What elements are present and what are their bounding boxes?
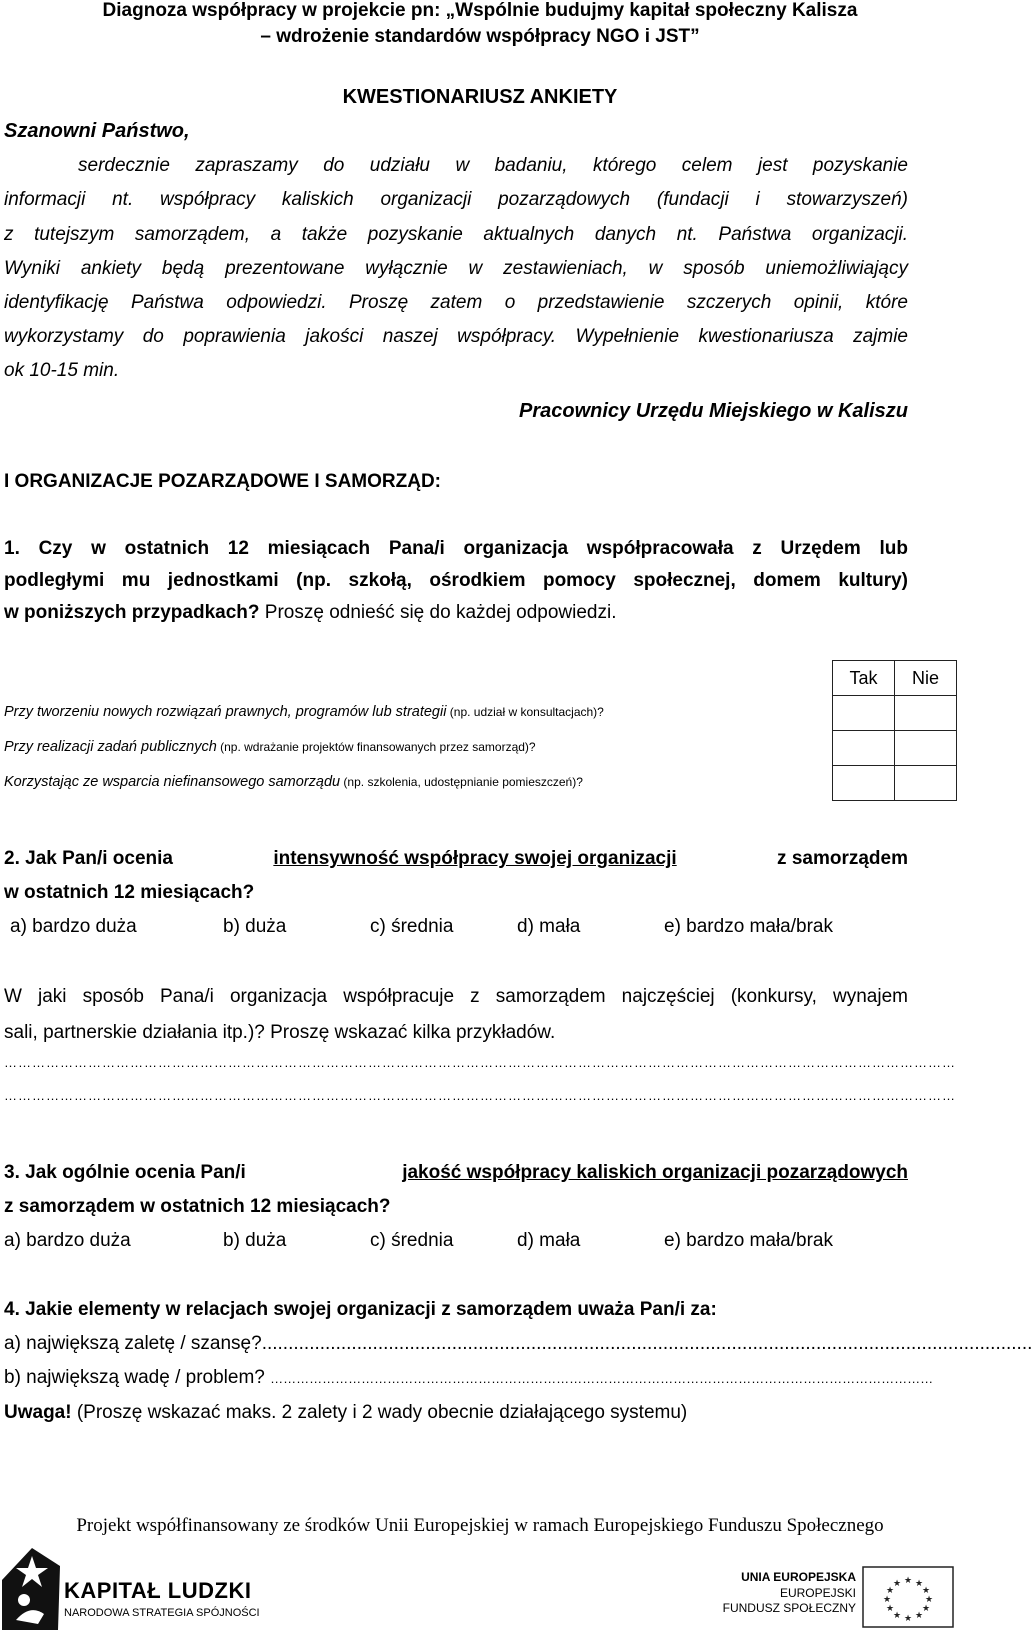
- q2-option-c[interactable]: c) średnia: [370, 916, 454, 937]
- q1-row-3-yes-cell[interactable]: [833, 766, 895, 801]
- q4-a-label: a) największą zaletę / szansę?: [4, 1333, 262, 1354]
- q2-suffix: z samorządem: [777, 848, 908, 869]
- q3-line-1: [4, 1162, 908, 1184]
- eu-line-1: UNIA EUROPEJSKA: [741, 1570, 856, 1584]
- q1-row-2-label: [4, 739, 536, 755]
- intro-line-1: serdecznie zapraszamy do udziału w badaniu, którego celem jest pozyskanie: [78, 155, 908, 176]
- svg-text:★: ★: [921, 1604, 931, 1614]
- q3-option-b[interactable]: b) duża: [223, 1230, 287, 1251]
- q2-underlined: intensywność współpracy swojej organizacji: [273, 848, 677, 869]
- intro-line-6: wykorzystamy do poprawienia jakości naszej współpracy. Wypełnienie kwestionariusza zajmie: [4, 326, 908, 347]
- kapital-ludzki-logo-icon: [2, 1548, 62, 1630]
- q3-options: [0, 1230, 960, 1256]
- intro-line-4: Wyniki ankiety będą prezentowane wyłącznie w zestawieniach, w sposób uniemożliwiający: [4, 258, 908, 279]
- q3-line-2: z samorządem w ostatnich 12 miesiącach?: [4, 1196, 391, 1217]
- svg-text:★: ★: [892, 1579, 902, 1589]
- q2-line-1: [4, 848, 908, 870]
- q1-row-2-no-cell[interactable]: [895, 731, 957, 766]
- q2-answer-line-1[interactable]: ……………………………………………………………………………………………………………………………………………………………………………………: [4, 1055, 956, 1070]
- q1-row-2-yes-cell[interactable]: [833, 731, 895, 766]
- q1-answer-table: [832, 660, 957, 801]
- q3-option-e[interactable]: e) bardzo mała/brak: [664, 1230, 833, 1251]
- q1-row-1-note: (np. udział w konsultacjach)?: [446, 705, 604, 719]
- kl-title: KAPITAŁ LUDZKI: [64, 1578, 252, 1603]
- q1-row-1-yes-cell[interactable]: [833, 696, 895, 731]
- q4-note: [4, 1402, 687, 1424]
- q2-option-e[interactable]: e) bardzo mała/brak: [664, 916, 833, 937]
- form-title: KWESTIONARIUSZ ANKIETY: [342, 86, 618, 108]
- svg-text:★: ★: [903, 1614, 913, 1624]
- q1-row-1-label: [4, 704, 604, 720]
- intro-line-7: ok 10-15 min.: [4, 360, 120, 381]
- header-line-2: – wdrożenie standardów współpracy NGO i JST”: [260, 26, 700, 47]
- q2-option-b[interactable]: b) duża: [223, 916, 287, 937]
- svg-text:★: ★: [903, 1576, 913, 1586]
- q4-b-dots[interactable]: ………………………………………………………………………………………………………………………………………: [270, 1371, 934, 1386]
- q2-line-2: w ostatnich 12 miesiącach?: [4, 882, 255, 903]
- q1-col-yes: Tak: [833, 661, 895, 696]
- svg-text:★: ★: [924, 1595, 934, 1605]
- q4-b-label: b) największą wadę / problem?: [4, 1367, 271, 1388]
- intro-line-5: identyfikację Państwa odpowiedzi. Proszę zatem o przedstawienie szczerych opinii, które: [4, 292, 908, 313]
- q4-note-bold: Uwaga!: [4, 1402, 72, 1423]
- q1-line-2: podległymi mu jednostkami (np. szkołą, ośrodkiem pomocy społecznej, domem kultury): [4, 570, 908, 591]
- q4-title: 4. Jakie elementy w relacjach swojej organizacji z samorządem uważa Pan/i za:: [4, 1299, 717, 1320]
- q2-options: [0, 916, 960, 942]
- q2-answer-line-2[interactable]: ……………………………………………………………………………………………………………………………………………………………………………………: [4, 1088, 956, 1103]
- q3-underlined: jakość współpracy kaliskich organizacji pozarządowych: [402, 1162, 908, 1183]
- q3-option-c[interactable]: c) średnia: [370, 1230, 454, 1251]
- q3-option-d[interactable]: d) mała: [517, 1230, 581, 1251]
- svg-text:★: ★: [914, 1579, 924, 1589]
- q4-note-rest: (Proszę wskazać maks. 2 zalety i 2 wady obecnie działającego systemu): [71, 1402, 688, 1423]
- q2-option-d[interactable]: d) mała: [517, 916, 581, 937]
- q1-line-3-rest: Proszę odnieść się do każdej odpowiedzi.: [259, 602, 617, 623]
- q1-row-1-no-cell[interactable]: [895, 696, 957, 731]
- kl-subtitle: NARODOWA STRATEGIA SPÓJNOŚCI: [64, 1607, 260, 1619]
- q1-row-1-main: Przy tworzeniu nowych rozwiązań prawnych, programów lub strategii: [4, 704, 447, 720]
- q4-a-dots[interactable]: ..................................................................................................................................................: [261, 1333, 1032, 1354]
- q1-row-3-label: [4, 774, 583, 790]
- q4-b-line[interactable]: [4, 1367, 934, 1389]
- eu-line-3: FUNDUSZ SPOŁECZNY: [722, 1601, 856, 1615]
- eu-line-2: EUROPEJSKI: [779, 1586, 856, 1600]
- svg-text:★: ★: [892, 1611, 902, 1621]
- q1-row-3-no-cell[interactable]: [895, 766, 957, 801]
- svg-text:★: ★: [885, 1604, 895, 1614]
- q1-line-3-bold: w poniższych przypadkach?: [4, 602, 260, 623]
- svg-text:★: ★: [914, 1611, 924, 1621]
- header-line-1: Diagnoza współpracy w projekcie pn: „Wspólnie budujmy kapitał społeczny Kalisza: [102, 0, 858, 21]
- q1-row-3-note: (np. szkolenia, udostępnianie pomieszczeń)?: [340, 775, 583, 789]
- svg-text:★: ★: [882, 1595, 892, 1605]
- q1-row-2-main: Przy realizacji zadań publicznych: [4, 739, 217, 755]
- q1-row-3-main: Korzystając ze wsparcia niefinansowego samorządu: [4, 774, 341, 790]
- q3-prefix: 3. Jak ogólnie ocenia Pan/i: [4, 1162, 246, 1183]
- q1-line-1: 1. Czy w ostatnich 12 miesiącach Pana/i organizacja współpracowała z Urzędem lub: [4, 538, 908, 559]
- intro-line-2: informacji nt. współpracy kaliskich organizacji pozarządowych (fundacji i stowarzyszeń): [4, 189, 908, 210]
- footer-project-line: Projekt współfinansowany ze środków Unii Europejskiej w ramach Europejskiego Funduszu Społecznego: [76, 1515, 884, 1536]
- q1-row-2-note: (np. wdrażanie projektów finansowanych przez samorząd)?: [216, 740, 536, 754]
- intro-signature: Pracownicy Urzędu Miejskiego w Kaliszu: [518, 400, 908, 422]
- q2-followup-line-1: W jaki sposób Pana/i organizacja współpracuje z samorządem najczęściej (konkursy, wynajem: [4, 986, 908, 1007]
- q2-prefix: 2. Jak Pan/i ocenia: [4, 848, 173, 869]
- section-title: I ORGANIZACJE POZARZĄDOWE I SAMORZĄD:: [4, 471, 441, 492]
- salutation: Szanowni Państwo,: [4, 120, 190, 142]
- q3-option-a[interactable]: a) bardzo duża: [4, 1230, 131, 1251]
- q1-col-no: Nie: [895, 661, 957, 696]
- eu-flag-icon: [862, 1566, 954, 1628]
- svg-text:★: ★: [921, 1586, 931, 1596]
- q2-option-a[interactable]: a) bardzo duża: [10, 916, 137, 937]
- svg-text:★: ★: [885, 1586, 895, 1596]
- q2-followup-line-2: sali, partnerskie działania itp.)? Proszę wskazać kilka przykładów.: [4, 1022, 556, 1043]
- intro-line-3: z tutejszym samorządem, a także pozyskanie aktualnych danych nt. Państwa organizacji.: [4, 224, 908, 245]
- q4-a-line[interactable]: [4, 1333, 1032, 1355]
- q1-line-3: [4, 602, 616, 624]
